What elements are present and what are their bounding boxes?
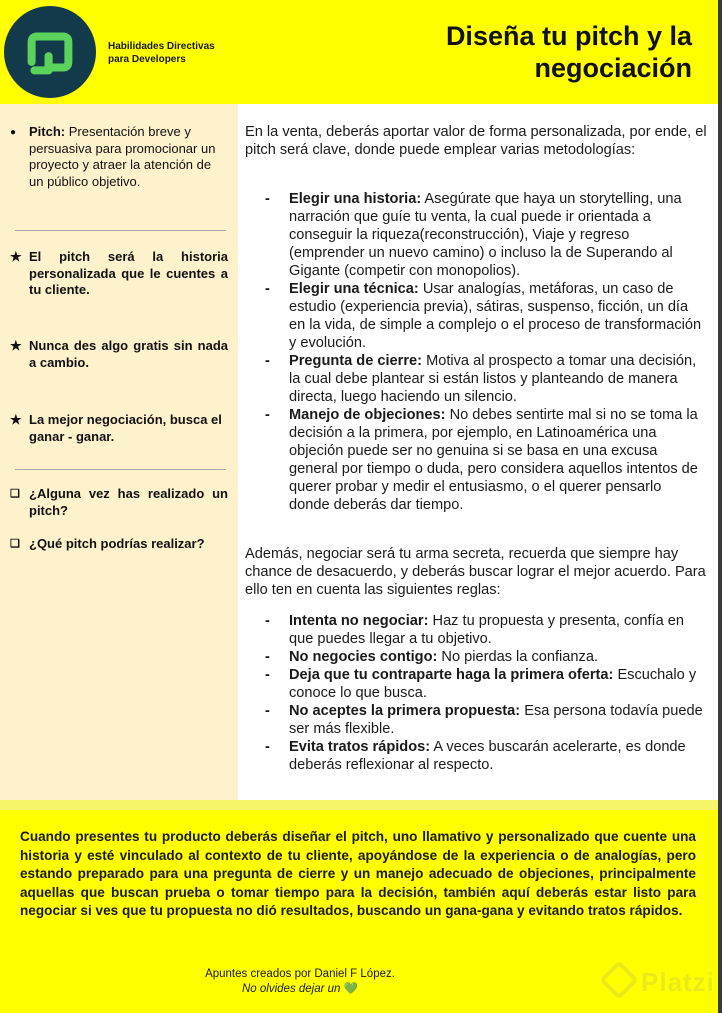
rule-term: Deja que tu contraparte haga la primera oferta:	[289, 667, 614, 683]
key-point	[10, 338, 228, 371]
divider	[15, 469, 226, 470]
method-text: No debes sentirte mal si no se toma la decisión a la primera, por ejemplo, en Latinoamérica una objeción puede ser no genuina si se basa en una excusa general por tiempo o duda, pero considera aquellos intentos de querer probar y medir el entusiasmo, o el querer pensarlo donde deberás dar tiempo.	[289, 407, 698, 513]
question-item	[10, 536, 228, 553]
bullet-icon: ●	[10, 127, 17, 138]
method-item	[265, 352, 705, 406]
method-term: Pregunta de cierre:	[289, 353, 423, 369]
checkbox-icon: ❑	[10, 538, 20, 550]
rules-list	[265, 612, 705, 774]
method-text: Usar analogías, metáforas, un caso de estudio (experiencia previa), sátiras, suspenso, ficción, un día en la vida, de simple a complejo o el proceso de transformación y evolución.	[289, 281, 702, 351]
divider	[15, 230, 226, 231]
summary-paragraph: Cuando presentes tu producto deberás diseñar el pitch, uno llamativo y personalizado que cuente una historia y esté vinculado al contexto de tu cliente, apoyándose de la experiencia o de analogías, pero estando preparado para una pregunta de cierre y un manejo adecuado de objeciones, principalmente aquellas que buscan prueba o tomar tiempo para la decisión, también aquí deberás estar listo para negociar si ves que tu propuesta no dió resultados, buscando un gana-gana y evitando tratos rápidos.	[20, 829, 696, 918]
rule-term: Intenta no negociar:	[289, 613, 429, 629]
platzi-watermark-icon	[599, 960, 639, 1000]
key-point-text: Nunca des algo gratis sin nada a cambio.	[29, 338, 228, 370]
key-point	[10, 249, 228, 299]
sidebar	[0, 104, 238, 800]
dash-bullet: -	[265, 667, 270, 683]
method-term: Elegir una historia:	[289, 191, 422, 207]
dash-bullet: -	[265, 613, 270, 629]
star-icon: ★	[10, 412, 22, 427]
question-text: ¿Alguna vez has realizado un pitch?	[29, 486, 228, 518]
rule-item	[265, 666, 705, 702]
dash-bullet: -	[265, 649, 270, 665]
platzi-watermark	[605, 966, 715, 998]
key-point	[10, 412, 228, 445]
dash-bullet: -	[265, 407, 270, 423]
title-line-1: Diseña tu pitch y la	[445, 21, 692, 51]
negotiation-paragraph: Además, negociar será tu arma secreta, recuerda que siempre hay chance de desacuerdo, y deberás buscar lograr el mejor acuerdo. Para ello ten en cuenta las siguientes reglas:	[245, 546, 706, 598]
method-term: Manejo de objeciones:	[289, 407, 446, 423]
rule-item	[265, 648, 705, 666]
course-subtitle	[108, 40, 215, 66]
checkbox-icon: ❑	[10, 488, 20, 500]
question-item	[10, 486, 228, 519]
main-content	[238, 104, 718, 800]
dash-bullet: -	[265, 739, 270, 755]
method-text: Asegúrate que haya un storytelling, una narración que guíe tu venta, la cual puede ir orientada a conseguir la riqueza(reconstrucción), Viaje y regreso (emprender un nuevo camino) o incluso la de Superando al Gigante (competir con monopolios).	[289, 191, 682, 279]
method-item	[265, 406, 705, 514]
rule-item	[265, 738, 705, 774]
footer-credit	[180, 967, 420, 997]
credit-text: Apuntes creados por Daniel F López.	[205, 968, 395, 980]
method-term: Elegir una técnica:	[289, 281, 419, 297]
star-icon: ★	[10, 249, 22, 264]
rule-text: Haz tu propuesta y presenta, confía en que puedes llegar a tu objetivo.	[289, 613, 685, 647]
method-text: Motiva al prospecto a tomar una decisión, la cual debe plantear si están listos y planteando de manera directa, luego haciendo un silencio.	[289, 353, 697, 405]
rule-term: No aceptes la primera propuesta:	[289, 703, 521, 719]
page-title	[352, 20, 692, 84]
subtitle-line-2: para Developers	[108, 54, 186, 65]
dash-bullet: -	[265, 191, 270, 207]
definition-item	[10, 124, 228, 190]
rule-text: A veces buscarán acelerarte, es donde deberás reflexionar al respecto.	[289, 739, 686, 773]
rule-term: No negocies contigo:	[289, 649, 438, 665]
rule-text: No pierdas la confianza.	[437, 649, 598, 665]
green-heart-icon: 💚	[343, 983, 358, 995]
rule-term: Evita tratos rápidos:	[289, 739, 431, 755]
key-point-text: El pitch será la historia personalizada que le cuentes a tu cliente.	[29, 249, 228, 297]
platzi-logo-icon	[4, 6, 96, 98]
definition-text: Presentación breve y persuasiva para promocionar un proyecto y atraer la atención de un público objetivo.	[29, 124, 216, 189]
star-icon: ★	[10, 338, 22, 353]
title-line-2: negociación	[534, 53, 692, 83]
window-edge	[718, 0, 722, 1013]
reminder-text: No olvides dejar un	[242, 983, 341, 995]
dash-bullet: -	[265, 703, 270, 719]
method-item	[265, 280, 705, 352]
rule-item	[265, 612, 705, 648]
watermark-text: Platzi	[641, 967, 715, 997]
method-item	[265, 190, 705, 280]
subtitle-line-1: Habilidades Directivas	[108, 41, 215, 52]
header	[0, 0, 718, 104]
dash-bullet: -	[265, 281, 270, 297]
rule-text: Esa persona todavía puede ser más flexible.	[289, 703, 703, 737]
dash-bullet: -	[265, 353, 270, 369]
rule-item	[265, 702, 705, 738]
rule-text: Escuchalo y conoce lo que busca.	[289, 667, 697, 701]
intro-paragraph: En la venta, deberás aportar valor de forma personalizada, por ende, el pitch será clave, donde puede emplear varias metodologías:	[245, 124, 707, 158]
summary-band-edge	[0, 800, 718, 810]
key-point-text: La mejor negociación, busca el ganar - ganar.	[29, 412, 222, 444]
question-text: ¿Qué pitch podrías realizar?	[29, 536, 205, 551]
methods-list	[265, 190, 705, 514]
definition-term: Pitch:	[29, 124, 66, 139]
